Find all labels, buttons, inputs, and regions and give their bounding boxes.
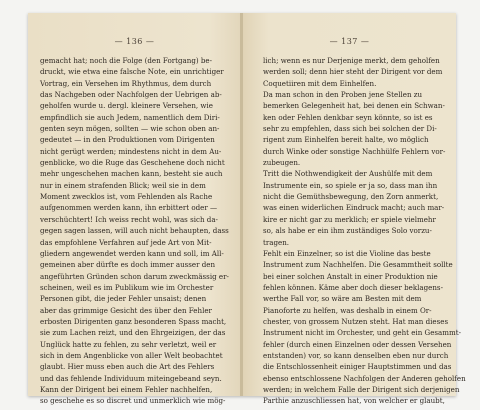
- text-line: sehr zu empfehlen, dass sich bei solchen der Di-: [263, 124, 437, 134]
- text-line: glaubt. Hier muss eben auch die Art des Fehlers: [40, 362, 215, 372]
- text-line: Da man schon in den Proben jene Stellen zu: [263, 90, 423, 100]
- text-line: Kann der Dirigent bei einem Fehler nachhelfen,: [40, 384, 213, 394]
- text-line: fehler (durch einen Einzelnen oder dessen Versehen: [263, 339, 452, 349]
- text-line: gemeinen aber dürfte es doch immer ausser den: [40, 260, 216, 270]
- text-line: tragen.: [263, 237, 290, 247]
- text-line: angeführten Gründen schon darum zweckmässig er-: [40, 271, 229, 281]
- text-line: Unglück hatte zu fehlen, zu sehr verletzt, weil er: [40, 339, 217, 349]
- open-book: [28, 13, 466, 406]
- text-line: Vortrag, ein Versehen im Rhythmus, dem durch: [40, 78, 212, 88]
- text-line: werthe Fall vor, so wäre am Besten mit dem: [263, 294, 422, 304]
- text-line: Parthie anzuschliessen hat, von welcher er glaubt,: [263, 396, 445, 406]
- text-line: Pianoforte zu helfen, was deshalb in einem Or-: [263, 305, 432, 315]
- left-page: [28, 13, 241, 406]
- left-page-text: [40, 55, 229, 407]
- right-page-text: [263, 55, 466, 407]
- left-page-number: — 136 —: [114, 37, 155, 46]
- text-line: erbosten Dirigenten ganz besonderen Spass macht,: [40, 316, 227, 326]
- text-line: Instrument nicht im Orchester, und geht ein Gesammt-: [263, 328, 461, 338]
- text-line: das Nachgeben oder Nachfolgen der Uebrigen ab-: [40, 90, 222, 100]
- text-line: aufgenommen werden kann, ihn erbittert oder —: [40, 203, 218, 213]
- text-line: werden soll; denn hier steht der Dirigent vor dem: [263, 67, 443, 77]
- text-line: Instrumente ein, so spiele er ja so, dass man ihn: [263, 180, 438, 190]
- text-line: gemacht hat; noch die Folge (den Fortgang) be-: [40, 56, 213, 65]
- text-line: mehr ungeschehen machen kann, besteht sie auch: [40, 169, 223, 179]
- text-line: ebenso entschlossene Nachfolgen der Anderen geholfen: [263, 373, 466, 383]
- text-line: kire er nicht gar zu merklich; er spiele vielmehr: [263, 214, 436, 224]
- text-line: geholfen wurde u. dergl. kleinere Versehen, wie: [40, 101, 213, 111]
- text-line: Moment zwecklos ist, vom Fehlenden als Rache: [40, 192, 213, 202]
- text-line: fehlen können. Käme aber doch dieser beklagens-: [263, 282, 443, 292]
- text-line: und das fehlende Individuum miteingebeand seyn.: [40, 373, 222, 383]
- text-line: zubeugen.: [263, 158, 301, 168]
- text-line: verschüchtert! Ich weiss recht wohl, was sich da-: [40, 214, 218, 224]
- text-line: nicht gerügt werden; mindestens nicht in dem Au-: [40, 146, 222, 156]
- text-line: bemerken Gelegenheit hat, bei denen ein Schwan-: [263, 101, 445, 111]
- text-line: durch Winke oder sonstige Nachhülfe Fehlern vor-: [263, 146, 446, 156]
- text-line: werden; in welchem Falle der Dirigent sich derjenigen: [263, 384, 460, 394]
- text-line: chester, von grossem Nutzen steht. Hat man dieses: [263, 316, 449, 326]
- text-line: so geschehe es so discret und unmerklich wie mög-: [40, 396, 226, 406]
- text-line: gegen sagen lassen, will auch nicht behaupten, dass: [40, 226, 229, 236]
- text-line: empfindlich sie auch Jedem, namentlich dem Diri-: [40, 112, 220, 122]
- text-line: genten seyn mögen, sollten — wie schon oben an-: [40, 124, 220, 134]
- text-line: genblicke, wo die Ruge das Geschehene doch nicht: [40, 158, 225, 168]
- text-line: Coquetiiren mit dem Einhelfen.: [263, 78, 377, 88]
- right-page: [243, 13, 466, 406]
- text-line: gliedern angewendet werden kann und soll, im All-: [40, 248, 224, 258]
- text-line: sich in dem Angenblicke von aller Welt beobachtet: [40, 350, 223, 360]
- text-line: druckt, wie etwa eine falsche Note, ein unrichtiger: [40, 67, 224, 77]
- right-page-number: — 137 —: [329, 37, 370, 46]
- text-line: bei einer solchen Anstalt in einer Produktion nie: [263, 271, 438, 281]
- text-line: nicht die Gemüthsbewegung, den Zorn anmerkt,: [263, 192, 439, 202]
- text-line: so, als habe er ein ihm zuständiges Solo vorzu-: [263, 226, 432, 236]
- text-line: nur in einem strafenden Blick; weil sie in dem: [40, 180, 206, 190]
- text-line: Personen gibt, die jeder Fehler unsaist; denen: [40, 294, 207, 304]
- text-line: gedeutet — in den Produktionen vom Dirigenten: [40, 135, 215, 145]
- text-line: sie zum Lachen reizt, und den Ehrgeizigen, der das: [40, 328, 226, 338]
- text-line: lich; wenn es nur Derjenige merkt, dem geholfen: [263, 56, 440, 65]
- text-line: scheinen, weil es im Publikum wie im Orchester: [40, 282, 214, 292]
- text-line: Tritt die Nothwendigkeit der Aushülfe mit dem: [263, 169, 433, 179]
- text-line: ken oder Fehlen denkbar seyn könnte, so ist es: [263, 112, 433, 122]
- text-line: entstanden) vor, so kann denselben eben nur durch: [263, 350, 449, 360]
- text-line: aber das grimmige Gesicht des über den Fehler: [40, 305, 212, 315]
- text-line: das empfohlene Verfahren auf jede Art von Mit-: [40, 237, 212, 247]
- text-line: was einen widerlichen Eindruck macht; auch mar-: [263, 203, 445, 213]
- text-line: Fehlt ein Einzelner, so ist die Violine das beste: [263, 248, 431, 258]
- text-line: Instrument zum Nachhelfen. Die Gesammtheit sollte: [263, 260, 453, 270]
- text-line: rigent zum Einhelfen bereit halte, wo möglich: [263, 135, 429, 145]
- text-line: die Entschlossenheit einiger Hauptstimmen und das: [263, 362, 452, 372]
